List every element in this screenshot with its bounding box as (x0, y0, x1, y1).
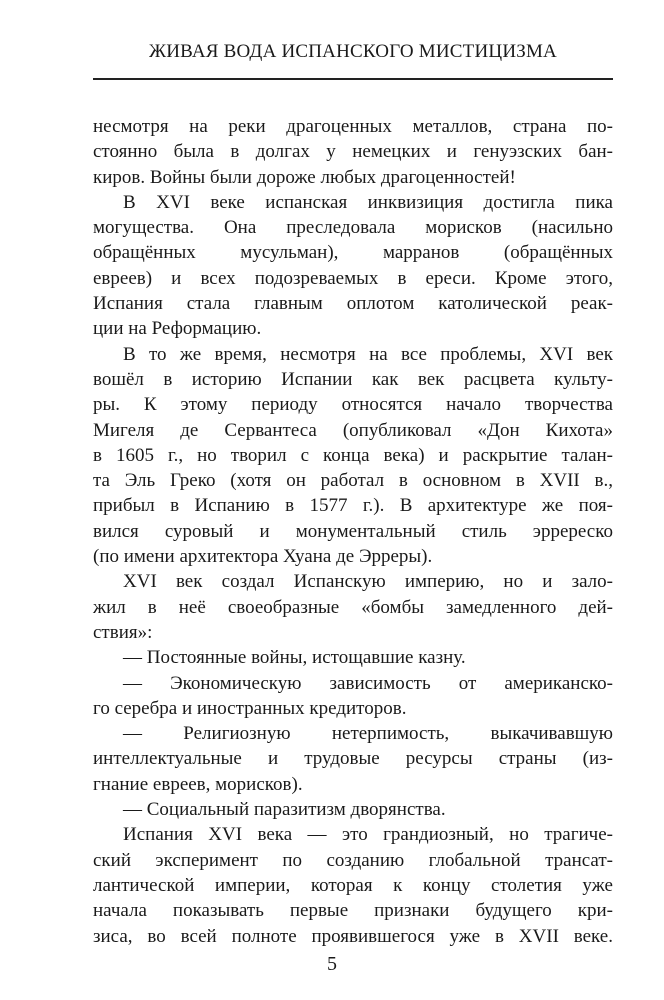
header-rule (93, 78, 613, 80)
text-line: евреев) и всех подозреваемых в ереси. Кроме этого, (93, 267, 613, 289)
text-line: вился суровый и монументальный стиль эрререско (93, 520, 613, 542)
text-line: киров. Войны были дороже любых драгоценностей! (93, 166, 516, 188)
text-line: ции на Реформацию. (93, 318, 262, 340)
text-line: Мигеля де Сервантеса (опубликовал «Дон Кихота» (93, 419, 613, 441)
text-line: — Социальный паразитизм дворянства. (123, 799, 446, 821)
text-line: вошёл в историю Испании как век расцвета культу- (93, 368, 613, 390)
text-line: обращённых мусульман), марранов (обращённых (93, 242, 613, 264)
text-line: Испания стала главным оплотом католической реак- (93, 293, 613, 315)
body-text (93, 114, 613, 949)
text-line: В XVI веке испанская инквизиция достигла пика (123, 191, 613, 213)
page-number: 5 (327, 953, 337, 975)
text-line: XVI век создал Испанскую империю, но и зало- (123, 571, 613, 593)
text-line: ский эксперимент по созданию глобальной трансат- (93, 849, 613, 871)
text-line: зиса, во всей полноте проявившегося уже в XVII веке. (93, 925, 613, 947)
text-line: го серебра и иностранных кредиторов. (93, 697, 407, 719)
text-line: прибыл в Испанию в 1577 г.). В архитектуре же поя- (93, 495, 613, 517)
text-line: (по имени архитектора Хуана де Эрреры). (93, 546, 433, 568)
text-line: ствия»: (93, 621, 153, 643)
text-line: начала показывать первые признаки будущего кри- (93, 900, 613, 922)
text-line: несмотря на реки драгоценных металлов, страна по- (93, 116, 613, 137)
text-line: могущества. Она преследовала морисков (насильно (93, 217, 613, 239)
text-line: интеллектуальные и трудовые ресурсы страны (из- (93, 748, 613, 770)
text-line: гнание евреев, морисков). (93, 773, 303, 795)
text-line: В то же время, несмотря на все проблемы, XVI век (123, 343, 613, 365)
text-line: — Экономическую зависимость от американско- (123, 672, 613, 694)
running-header: ЖИВАЯ ВОДА ИСПАНСКОГО МИСТИЦИЗМА (149, 41, 557, 62)
text-line: — Постоянные войны, истощавшие казну. (123, 647, 466, 669)
text-line: стоянно была в долгах у немецких и генуэзских бан- (93, 141, 613, 163)
text-line: в 1605 г., но творил с конца века) и раскрытие талан- (93, 444, 613, 466)
text-line: Испания XVI века — это грандиозный, но трагиче- (123, 824, 613, 846)
text-line: та Эль Греко (хотя он работал в основном в XVII в., (93, 470, 613, 492)
text-line: лантической империи, которая к концу столетия уже (93, 874, 613, 896)
text-line: жил в неё своеобразные «бомбы замедленного дей- (93, 596, 613, 618)
text-line: — Религиозную нетерпимость, выкачивавшую (123, 723, 613, 745)
text-line: ры. К этому периоду относятся начало творчества (93, 394, 613, 416)
